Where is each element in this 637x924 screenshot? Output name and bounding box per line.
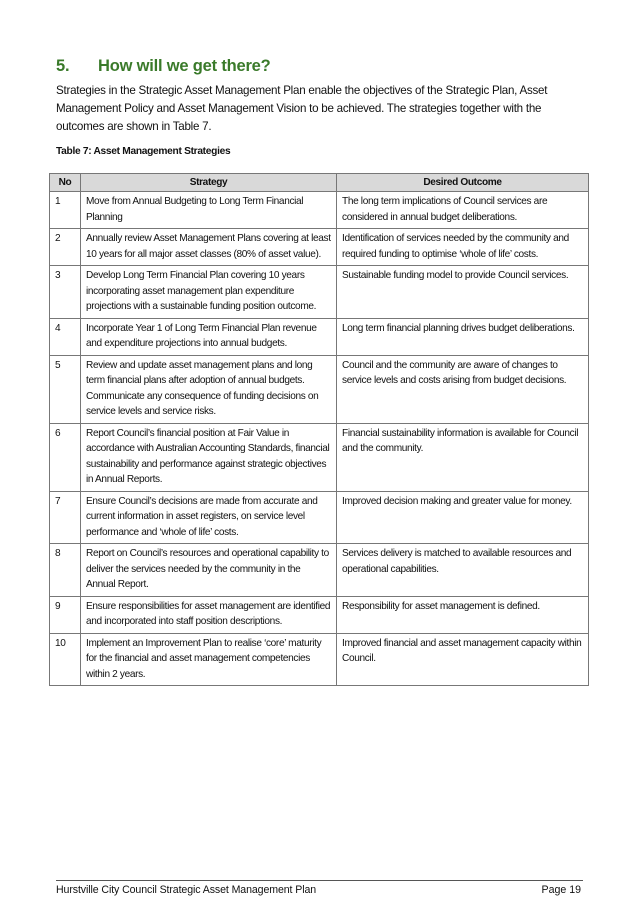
row-strategy: Report on Council’s resources and operational capability to deliver the services needed by the community in the Annual Report. <box>81 544 337 597</box>
footer-page-number: Page 19 <box>541 884 581 896</box>
row-number: 9 <box>50 596 81 633</box>
table-row <box>50 544 589 597</box>
header-outcome: Desired Outcome <box>337 174 589 192</box>
table-row <box>50 229 589 266</box>
row-strategy: Report Council’s financial position at Fair Value in accordance with Australian Accounting Standards, financial sustainability and performance against strategic objectives in Annual Reports. <box>81 423 337 491</box>
section-number: 5. <box>56 57 70 75</box>
row-outcome: Council and the community are aware of changes to service levels and costs arising from budget decisions. <box>337 355 589 423</box>
row-outcome: Long term financial planning drives budget deliberations. <box>337 318 589 355</box>
row-strategy: Move from Annual Budgeting to Long Term Financial Planning <box>81 192 337 229</box>
header-strategy: Strategy <box>81 174 337 192</box>
table-row <box>50 596 589 633</box>
row-number: 10 <box>50 633 81 686</box>
row-outcome: Improved financial and asset management capacity within Council. <box>337 633 589 686</box>
strategies-table <box>49 173 589 686</box>
row-number: 5 <box>50 355 81 423</box>
row-strategy: Review and update asset management plans and long term financial plans after adoption of annual budgets. Communicate any consequence of funding decisions on service levels and service risks. <box>81 355 337 423</box>
row-strategy: Implement an Improvement Plan to realise ‘core’ maturity for the financial and asset management competencies within 2 years. <box>81 633 337 686</box>
row-number: 3 <box>50 266 81 319</box>
row-number: 4 <box>50 318 81 355</box>
table-header-row <box>50 174 589 192</box>
row-outcome: The long term implications of Council services are considered in annual budget deliberations. <box>337 192 589 229</box>
table-row <box>50 266 589 319</box>
row-outcome: Improved decision making and greater value for money. <box>337 491 589 544</box>
row-strategy: Develop Long Term Financial Plan covering 10 years incorporating asset management plan expenditure projections with a sustainable funding position outcome. <box>81 266 337 319</box>
table-row <box>50 423 589 491</box>
table-row <box>50 318 589 355</box>
row-number: 8 <box>50 544 81 597</box>
row-number: 2 <box>50 229 81 266</box>
header-no: No <box>50 174 81 192</box>
row-outcome: Financial sustainability information is available for Council and the community. <box>337 423 589 491</box>
row-number: 6 <box>50 423 81 491</box>
row-outcome: Identification of services needed by the community and required funding to optimise ‘whole of life’ costs. <box>337 229 589 266</box>
row-strategy: Annually review Asset Management Plans covering at least 10 years for all major asset classes (80% of asset value). <box>81 229 337 266</box>
row-strategy: Ensure responsibilities for asset management are identified and incorporated into staff position descriptions. <box>81 596 337 633</box>
row-outcome: Responsibility for asset management is defined. <box>337 596 589 633</box>
row-outcome: Sustainable funding model to provide Council services. <box>337 266 589 319</box>
table-row <box>50 192 589 229</box>
table-row <box>50 491 589 544</box>
section-heading <box>56 57 271 76</box>
table-row <box>50 633 589 686</box>
row-strategy: Incorporate Year 1 of Long Term Financial Plan revenue and expenditure projections into annual budgets. <box>81 318 337 355</box>
footer-document-title: Hurstville City Council Strategic Asset Management Plan <box>56 884 317 896</box>
table-row <box>50 355 589 423</box>
row-strategy: Ensure Council’s decisions are made from accurate and current information in asset registers, on service level performance and ‘whole of life’ costs. <box>81 491 337 544</box>
row-number: 7 <box>50 491 81 544</box>
section-title: How will we get there? <box>98 57 271 75</box>
table-caption: Table 7: Asset Management Strategies <box>56 146 231 157</box>
row-number: 1 <box>50 192 81 229</box>
row-outcome: Services delivery is matched to available resources and operational capabilities. <box>337 544 589 597</box>
intro-paragraph: Strategies in the Strategic Asset Management Plan enable the objectives of the Strategic Plan, Asset Management Policy and Asset Management Vision to be achieved. The strategies together with the outcomes are shown in Table 7. <box>56 84 548 133</box>
footer-divider <box>56 880 583 881</box>
